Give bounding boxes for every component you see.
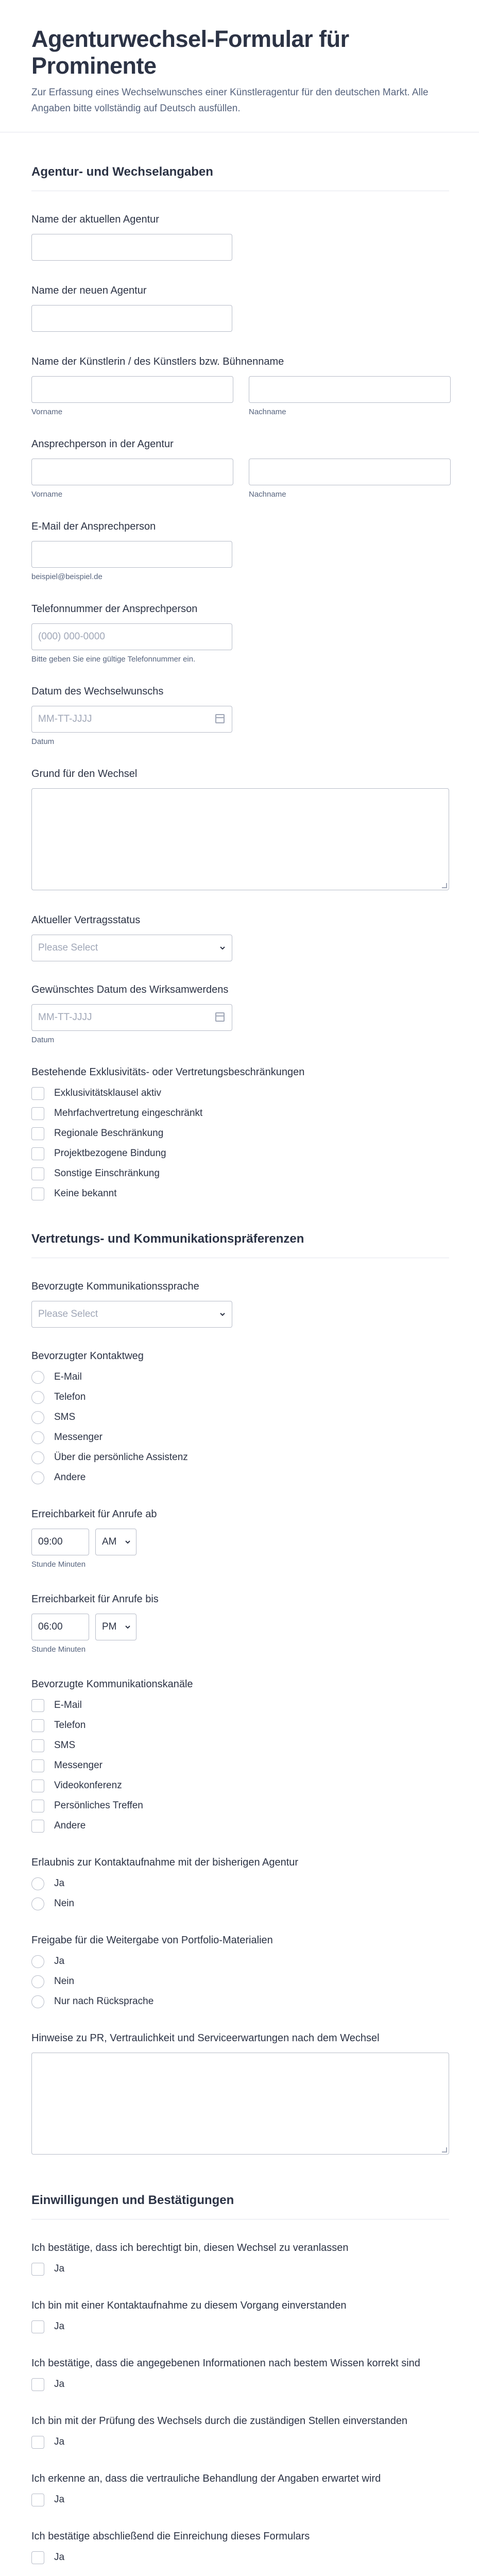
field-phone — [31, 602, 449, 664]
contact-person-label: Ansprechperson in der Agentur — [31, 438, 174, 450]
option-label: Telefon — [54, 1392, 86, 1402]
current-agency-input[interactable] — [31, 234, 232, 261]
portfolio-option[interactable] — [31, 1995, 449, 2008]
switch-date-sublabel: Datum — [31, 737, 55, 746]
consent-option[interactable] — [31, 2262, 449, 2276]
notes-textarea[interactable] — [31, 2053, 449, 2155]
artist-first-name-sublabel: Vorname — [31, 408, 63, 416]
field-language — [31, 1280, 449, 1328]
new-agency-label: Name der neuen Agentur — [31, 285, 147, 296]
form-title: Agenturwechsel-Formular für Prominente — [31, 26, 349, 79]
checkbox[interactable] — [31, 1699, 44, 1712]
checkbox[interactable] — [31, 1087, 44, 1100]
option-label: Andere — [54, 1820, 86, 1831]
field-email — [31, 520, 449, 582]
section-consents — [0, 2155, 479, 2576]
channels-label: Bevorzugte Kommunikationskanäle — [31, 1679, 193, 1690]
consent-label: Ich bestätige abschließend die Einreichung dieses Formulars — [31, 2531, 310, 2542]
checkbox[interactable] — [31, 1800, 44, 1812]
option-label: Ja — [54, 2552, 65, 2563]
option-label: Ja — [54, 2436, 65, 2447]
reason-textarea[interactable] — [31, 788, 449, 890]
artist-first-name-input[interactable] — [31, 376, 233, 403]
option-label: Ja — [54, 1878, 65, 1889]
artist-name-label: Name der Künstlerin / des Künstlers bzw. Bühnenname — [31, 356, 284, 367]
field-consent — [31, 2299, 449, 2333]
radio[interactable] — [31, 1451, 44, 1464]
portfolio-option[interactable] — [31, 1955, 449, 1968]
notes-label: Hinweise zu PR, Vertraulichkeit und Serviceerwartungen nach dem Wechsel — [31, 2032, 380, 2044]
form-description: Zur Erfassung eines Wechselwunsches einer Künstleragentur für den deutschen Markt. Alle Angaben bitte vollständig auf Deutsch ausfüllen. — [31, 87, 429, 114]
consent-option[interactable] — [31, 2493, 449, 2506]
field-contact-person — [31, 437, 449, 499]
option-label: Andere — [54, 1472, 86, 1483]
checkbox[interactable] — [31, 1167, 44, 1180]
option-label: Persönliches Treffen — [54, 1800, 143, 1811]
radio[interactable] — [31, 1897, 44, 1910]
channel-option[interactable] — [31, 1799, 449, 1812]
channel-option[interactable] — [31, 1739, 449, 1752]
consent-label: Ich bin mit einer Kontaktaufnahme zu diesem Vorgang einverstanden — [31, 2300, 347, 2311]
field-call-until — [31, 1592, 449, 1654]
consent-label: Ich erkenne an, dass die vertrauliche Behandlung der Angaben erwartet wird — [31, 2473, 381, 2484]
contact-way-option[interactable] — [31, 1471, 449, 1484]
option-label: Keine bekannt — [54, 1188, 117, 1199]
radio[interactable] — [31, 1471, 44, 1484]
checkbox[interactable] — [31, 2436, 44, 2449]
option-label: Regionale Beschränkung — [54, 1128, 164, 1139]
option-label: Messenger — [54, 1432, 102, 1443]
field-channels — [31, 1677, 449, 1833]
channel-option[interactable] — [31, 1719, 449, 1732]
field-consent — [31, 2530, 449, 2564]
call-until-sublabel: Stunde Minuten — [31, 1645, 86, 1654]
contact-way-label: Bevorzugter Kontaktweg — [31, 1350, 144, 1362]
chevron-down-icon — [125, 1539, 131, 1545]
field-switch-date — [31, 685, 449, 747]
contact-last-name-input[interactable] — [249, 459, 451, 485]
field-current-agency — [31, 213, 449, 261]
consent-label: Ich bin mit der Prüfung des Wechsels durch die zuständigen Stellen einverstanden — [31, 2415, 408, 2427]
section-title-preferences: Vertretungs- und Kommunikationspräferenzen — [31, 1207, 449, 1258]
switch-date-label: Datum des Wechselwunschs — [31, 686, 164, 697]
field-artist-name — [31, 355, 449, 417]
contact-last-name-sublabel: Nachname — [249, 490, 286, 499]
option-label: Projektbezogene Bindung — [54, 1148, 166, 1159]
field-contact-way — [31, 1349, 449, 1484]
call-from-time-input[interactable]: 09:00 — [31, 1529, 89, 1555]
consent-option[interactable] — [31, 2378, 449, 2391]
option-label: Nein — [54, 1976, 75, 1987]
option-label: Mehrfachvertretung eingeschränkt — [54, 1108, 203, 1118]
consent-label: Ich bestätige, dass ich berechtigt bin, diesen Wechsel zu veranlassen — [31, 2242, 349, 2253]
call-until-time-input[interactable]: 06:00 — [31, 1614, 89, 1640]
phone-input[interactable] — [31, 623, 232, 650]
language-select[interactable] — [31, 1301, 232, 1328]
option-label: E-Mail — [54, 1371, 82, 1382]
field-consent — [31, 2357, 449, 2391]
contact-way-option[interactable] — [31, 1451, 449, 1464]
field-new-agency — [31, 284, 449, 332]
email-label: E-Mail der Ansprechperson — [31, 521, 156, 532]
option-label: SMS — [54, 1740, 76, 1751]
contact-way-option[interactable] — [31, 1431, 449, 1444]
field-consent — [31, 2472, 449, 2506]
phone-sublabel: Bitte geben Sie eine gültige Telefonnummer ein. — [31, 655, 196, 664]
call-until-label: Erreichbarkeit für Anrufe bis — [31, 1594, 159, 1605]
new-agency-input[interactable] — [31, 305, 232, 332]
option-label: Exklusivitätsklausel aktiv — [54, 1088, 162, 1098]
calendar-icon[interactable] — [215, 714, 225, 723]
option-label: Ja — [54, 2321, 65, 2332]
option-label: Videokonferenz — [54, 1780, 122, 1791]
option-label: Ja — [54, 1956, 65, 1967]
restriction-option[interactable] — [31, 1127, 449, 1140]
field-contract-status — [31, 913, 449, 961]
field-permission — [31, 1856, 449, 1910]
field-notes — [31, 2031, 449, 2155]
channel-option[interactable] — [31, 1779, 449, 1792]
field-effective-date — [31, 983, 449, 1045]
artist-last-name-input[interactable] — [249, 376, 451, 403]
checkbox[interactable] — [31, 2378, 44, 2391]
chevron-down-icon — [219, 1311, 226, 1317]
checkbox[interactable] — [31, 2320, 44, 2333]
checkbox[interactable] — [31, 1780, 44, 1792]
field-call-from — [31, 1507, 449, 1569]
consent-option[interactable] — [31, 2435, 449, 2449]
field-consent — [31, 2241, 449, 2276]
radio[interactable] — [31, 1995, 44, 2008]
section-title-agency: Agentur- und Wechselangaben — [31, 132, 449, 191]
effective-date-label: Gewünschtes Datum des Wirksamwerdens — [31, 984, 229, 995]
contact-way-option[interactable] — [31, 1411, 449, 1424]
checkbox[interactable] — [31, 2551, 44, 2564]
contact-first-name-sublabel: Vorname — [31, 490, 63, 499]
checkbox[interactable] — [31, 1820, 44, 1833]
contact-first-name-input[interactable] — [31, 459, 233, 485]
option-label: Ja — [54, 2263, 65, 2274]
resize-grip-icon[interactable] — [442, 883, 447, 888]
checkbox[interactable] — [31, 1188, 44, 1200]
call-from-label: Erreichbarkeit für Anrufe ab — [31, 1509, 157, 1520]
checkbox[interactable] — [31, 1759, 44, 1772]
option-label: Nein — [54, 1898, 75, 1909]
email-input[interactable] — [31, 541, 232, 568]
radio[interactable] — [31, 1411, 44, 1424]
restriction-option[interactable] — [31, 1107, 449, 1120]
effective-date-input[interactable] — [31, 1004, 232, 1031]
radio[interactable] — [31, 1431, 44, 1444]
restriction-option[interactable] — [31, 1167, 449, 1180]
option-label: Telefon — [54, 1720, 86, 1731]
contract-status-label: Aktueller Vertragsstatus — [31, 914, 141, 926]
language-placeholder: Please Select — [38, 1309, 98, 1319]
ampm-value: AM — [102, 1536, 117, 1547]
option-label: E-Mail — [54, 1700, 82, 1710]
portfolio-option[interactable] — [31, 1975, 449, 1988]
effective-date-placeholder: MM-TT-JJJJ — [38, 1012, 92, 1023]
restrictions-label: Bestehende Exklusivitäts- oder Vertretungsbeschränkungen — [31, 1066, 305, 1078]
call-until-ampm-select[interactable] — [95, 1614, 136, 1640]
calendar-icon[interactable] — [215, 1012, 225, 1022]
radio[interactable] — [31, 1371, 44, 1384]
ampm-value: PM — [102, 1621, 117, 1632]
radio[interactable] — [31, 1955, 44, 1968]
field-consent — [31, 2414, 449, 2449]
checkbox[interactable] — [31, 1147, 44, 1160]
language-label: Bevorzugte Kommunikationssprache — [31, 1281, 199, 1292]
option-label: Messenger — [54, 1760, 102, 1771]
permission-label: Erlaubnis zur Kontaktaufnahme mit der bisherigen Agentur — [31, 1857, 299, 1868]
channel-option[interactable] — [31, 1759, 449, 1772]
restriction-option[interactable] — [31, 1147, 449, 1160]
switch-date-placeholder: MM-TT-JJJJ — [38, 714, 92, 724]
checkbox[interactable] — [31, 2494, 44, 2506]
contract-status-placeholder: Please Select — [38, 942, 98, 953]
field-restrictions — [31, 1065, 449, 1200]
consent-option[interactable] — [31, 2320, 449, 2333]
checkbox[interactable] — [31, 1739, 44, 1752]
contract-status-select[interactable] — [31, 935, 232, 961]
radio[interactable] — [31, 1877, 44, 1890]
switch-date-input[interactable] — [31, 706, 232, 733]
option-label: Ja — [54, 2494, 65, 2505]
consent-label: Ich bestätige, dass die angegebenen Informationen nach bestem Wissen korrekt sind — [31, 2358, 420, 2369]
radio[interactable] — [31, 1975, 44, 1988]
option-label: SMS — [54, 1412, 76, 1422]
contact-way-option[interactable] — [31, 1391, 449, 1404]
section-preferences — [0, 1207, 479, 2155]
section-agency — [0, 132, 479, 1200]
permission-option[interactable] — [31, 1877, 449, 1890]
option-label: Ja — [54, 2379, 65, 2389]
current-agency-label: Name der aktuellen Agentur — [31, 214, 159, 225]
chevron-down-icon — [219, 945, 226, 951]
consent-option[interactable] — [31, 2551, 449, 2564]
option-label: Sonstige Einschränkung — [54, 1168, 160, 1179]
effective-date-sublabel: Datum — [31, 1036, 55, 1044]
checkbox[interactable] — [31, 1719, 44, 1732]
permission-option[interactable] — [31, 1897, 449, 1910]
checkbox[interactable] — [31, 2263, 44, 2276]
portfolio-label: Freigabe für die Weitergabe von Portfolio-Materialien — [31, 1935, 273, 1946]
restriction-option[interactable] — [31, 1187, 449, 1200]
call-from-sublabel: Stunde Minuten — [31, 1560, 86, 1569]
channel-option[interactable] — [31, 1819, 449, 1833]
resize-grip-icon[interactable] — [442, 2147, 447, 2153]
email-sublabel: beispiel@beispiel.de — [31, 572, 102, 581]
checkbox[interactable] — [31, 1107, 44, 1120]
section-title-consents: Einwilligungen und Bestätigungen — [31, 2155, 449, 2219]
channel-option[interactable] — [31, 1699, 449, 1712]
option-label: Nur nach Rücksprache — [54, 1996, 154, 2007]
option-label: Über die persönliche Assistenz — [54, 1452, 188, 1463]
chevron-down-icon — [125, 1624, 131, 1630]
artist-last-name-sublabel: Nachname — [249, 408, 286, 416]
field-reason — [31, 767, 449, 890]
contact-way-option[interactable] — [31, 1370, 449, 1384]
reason-label: Grund für den Wechsel — [31, 768, 138, 779]
call-from-ampm-select[interactable] — [95, 1529, 136, 1555]
field-portfolio — [31, 1934, 449, 2008]
phone-placeholder: (000) 000-0000 — [38, 631, 105, 642]
form-header — [0, 0, 479, 132]
radio[interactable] — [31, 1391, 44, 1404]
checkbox[interactable] — [31, 1127, 44, 1140]
restriction-option[interactable] — [31, 1087, 449, 1100]
phone-label: Telefonnummer der Ansprechperson — [31, 603, 198, 615]
